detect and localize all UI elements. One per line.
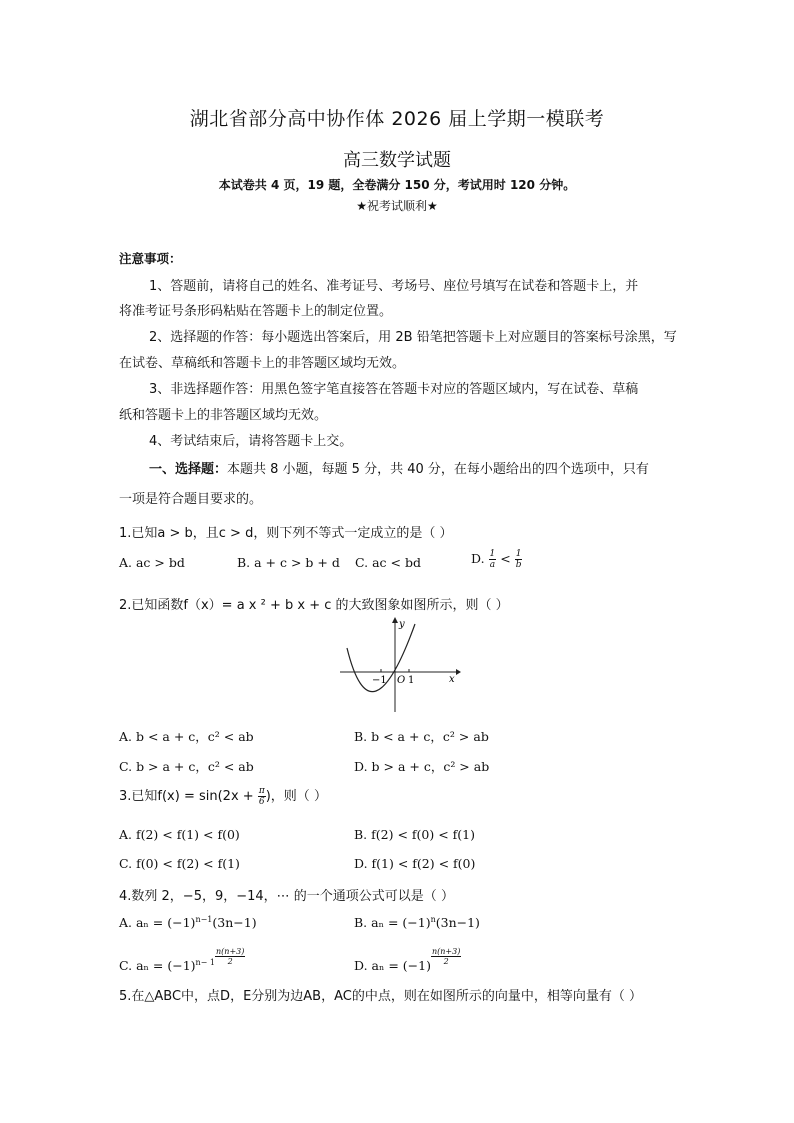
question-5-stem: 5.在△ABC中，点D，E分别为边AB，AC的中点，则在如图所示的向量中，相等向量有（ ） <box>119 989 642 1004</box>
q1-option-a: A. ac > bd <box>119 555 185 570</box>
q4-d-frac-num: n(n+3) <box>431 947 461 956</box>
q1-d-frac-1-num: 1 <box>489 549 496 559</box>
tick-label-pos-1: 1 <box>408 675 415 686</box>
notice-item-1b: 将准考证号条形码粘贴在答题卡上的制定位置。 <box>119 304 393 319</box>
q3-frac-num: π <box>258 786 265 796</box>
q4-c-pre: C. aₙ = (−1) <box>119 958 196 973</box>
q1-d-frac-2 <box>515 549 523 570</box>
y-axis-arrow <box>392 617 398 623</box>
notice-item-2b: 在试卷、草稿纸和答题卡上的非答题区域均无效。 <box>119 356 406 371</box>
q4-c-frac-num: n(n+3) <box>216 947 245 956</box>
q1-d-frac-2-num: 1 <box>515 549 522 559</box>
notice-item-1a: 1、答题前，请将自己的姓名、准考证号、考场号、座位号填写在试卷和答题卡上，并 <box>149 279 639 294</box>
q4-option-a <box>119 915 257 930</box>
q3-frac-den: 6 <box>258 797 265 807</box>
notice-item-2a: 2、选择题的作答：每小题选出答案后，用 2B 铅笔把答题卡上对应题目的答案标号涂黑，写 <box>149 330 677 345</box>
notice-item-4: 4、考试结束后，请将答题卡上交。 <box>149 434 353 449</box>
q2-option-d: D. b > a + c，c² > ab <box>354 759 490 774</box>
q1-d-frac-1-den: a <box>489 560 496 570</box>
q4-d-pre: D. aₙ = (−1) <box>354 958 431 973</box>
q3-frac <box>258 786 266 807</box>
notice-item-3a: 3、非选择题作答：用黑色签字笔直接答在答题卡对应的答题区域内，写在试卷、草稿 <box>149 382 639 397</box>
q1-d-op: < <box>500 551 511 566</box>
q4-d-frac <box>431 947 461 966</box>
q4-option-b <box>354 915 480 930</box>
q4-b-sup: n <box>430 915 436 924</box>
q4-c-sup: n− 1 <box>195 957 216 967</box>
q1-option-d <box>471 549 522 570</box>
q3-option-b: B. f(2) < f(0) < f(1) <box>354 827 475 842</box>
q4-c-frac <box>215 947 245 966</box>
section-1-label: 一、选择题： <box>149 462 228 477</box>
question-2-stem: 2.已知函数f（x）= a x ² + b x + c 的大致图象如图所示，则（ ） <box>119 598 509 613</box>
q3-stem-pre: 3.已知f(x) = sin(2x + <box>119 789 254 804</box>
q4-b-pre: B. aₙ = (−1) <box>354 915 431 931</box>
exam-title: 湖北省部分高中协作体 2026 届上学期一模联考 <box>189 108 605 130</box>
section-1-desc-2: 一项是符合题目要求的。 <box>119 492 263 507</box>
q2-parabola-graph <box>336 616 462 714</box>
notice-heading: 注意事项： <box>119 251 182 266</box>
q1-option-b: B. a + c > b + d <box>237 555 340 570</box>
q2-option-b: B. b < a + c，c² > ab <box>354 729 489 744</box>
q3-option-d: D. f(1) < f(2) < f(0) <box>354 856 476 871</box>
q4-option-c <box>119 947 245 973</box>
q1-option-c: C. ac < bd <box>355 555 421 570</box>
exam-wish: ★祝考试顺利★ <box>356 199 438 213</box>
q1-option-d-label: D. <box>471 551 485 566</box>
q4-b-post: (3n−1) <box>435 915 480 931</box>
origin-label: O <box>397 675 406 686</box>
exam-info: 本试卷共 4 页，19 题，全卷满分 150 分，考试用时 120 分钟。 <box>218 178 576 192</box>
q1-d-frac-2-den: b <box>515 560 522 570</box>
q3-option-c: C. f(0) < f(2) < f(1) <box>119 856 240 871</box>
exam-subtitle: 高三数学试题 <box>343 150 451 171</box>
x-axis-arrow <box>456 669 461 675</box>
q4-a-pre: A. aₙ = (−1) <box>119 915 196 931</box>
section-1-desc-text: 本题共 8 小题，每题 5 分，共 40 分，在每小题给出的四个选项中，只有 <box>227 462 649 477</box>
question-3-stem <box>119 785 327 807</box>
tick-label-neg-1: −1 <box>372 675 387 686</box>
q4-option-d <box>354 947 461 973</box>
x-label: x <box>449 674 455 685</box>
q4-c-frac-den: 2 <box>227 957 233 966</box>
q2-option-c: C. b > a + c，c² < ab <box>119 759 254 774</box>
q4-a-sup: n−1 <box>195 915 213 924</box>
q4-a-post: (3n−1) <box>212 915 257 931</box>
question-4-stem: 4.数列 2，−5，9，−14，⋯ 的一个通项公式可以是（ ） <box>119 889 454 904</box>
q2-option-a: A. b < a + c，c² < ab <box>119 729 254 744</box>
section-1-desc <box>149 458 649 477</box>
notice-item-3b: 纸和答题卡上的非答题区域均无效。 <box>119 408 328 423</box>
y-label: y <box>399 619 405 630</box>
q1-d-frac-1 <box>489 549 497 570</box>
q3-option-a: A. f(2) < f(1) < f(0) <box>119 827 240 842</box>
question-1-stem: 1.已知a > b，且c > d，则下列不等式一定成立的是（ ） <box>119 526 453 541</box>
q3-stem-post: )，则（ ） <box>265 789 327 804</box>
q4-d-frac-den: 2 <box>443 957 449 966</box>
